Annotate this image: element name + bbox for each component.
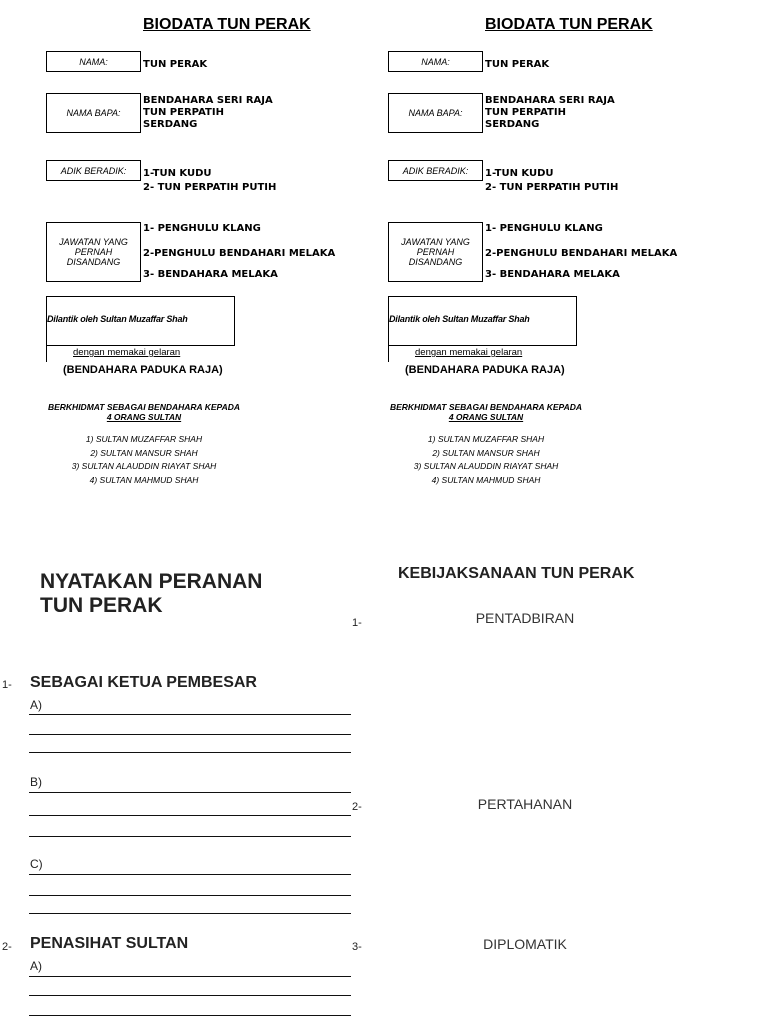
- nama-value: TUN PERAK: [485, 59, 550, 70]
- list-item: 4) SULTAN MAHMUD SHAH: [89, 474, 199, 485]
- jawatan-value-1: 1- PENGHULU KLANG: [143, 223, 261, 234]
- jawatan-value-1: 1- PENGHULU KLANG: [485, 223, 603, 234]
- peranan-title-line-1: NYATAKAN PERANAN: [40, 570, 263, 593]
- nama-label: NAMA:: [46, 51, 141, 72]
- list-item: 2) SULTAN MANSUR SHAH: [432, 447, 540, 458]
- adik-label: ADIK BERADIK:: [46, 160, 141, 181]
- policy-item: PERTAHANAN: [477, 796, 573, 812]
- jawatan-value-2: 2-PENGHULU BENDAHARI MELAKA: [485, 248, 678, 259]
- peranan-title-line-2: TUN PERAK: [40, 594, 163, 617]
- list-item: 3) SULTAN ALAUDDIN RIAYAT SHAH: [413, 461, 559, 471]
- connector-line: [388, 346, 389, 362]
- berkhidmat-line-1: BERKHIDMAT SEBAGAI BENDAHARA KEPADA: [47, 402, 241, 412]
- jawatan-label: [46, 222, 141, 282]
- peranan-title: [40, 570, 262, 618]
- bapa-value-2: TUN PERPATIH: [143, 107, 224, 118]
- sultan-list: [46, 433, 242, 487]
- bendahara-title: (BENDAHARA PADUKA RAJA): [63, 364, 223, 376]
- jawatan-value-3: 3- BENDAHARA MELAKA: [485, 269, 620, 280]
- jawatan-label-line-2: PERNAH DISANDANG: [66, 247, 121, 267]
- item-number: 1-: [352, 617, 362, 629]
- bapa-label: NAMA BAPA:: [388, 93, 483, 133]
- item-number: 1-: [2, 679, 12, 691]
- answer-line[interactable]: [29, 836, 351, 837]
- answer-line[interactable]: [29, 714, 351, 715]
- answer-line[interactable]: [29, 734, 351, 735]
- adik-label: ADIK BERADIK:: [388, 160, 483, 181]
- answer-line[interactable]: [29, 752, 351, 753]
- jawatan-value-3: 3- BENDAHARA MELAKA: [143, 269, 278, 280]
- answer-label: A): [30, 959, 42, 973]
- berkhidmat-line-2: 4 ORANG SULTAN: [448, 412, 524, 422]
- bapa-label: NAMA BAPA:: [46, 93, 141, 133]
- list-item: 4) SULTAN MAHMUD SHAH: [431, 474, 541, 485]
- item-number: 2-: [2, 941, 12, 953]
- answer-label: B): [30, 775, 42, 789]
- list-item: 2) SULTAN MANSUR SHAH: [90, 447, 198, 458]
- adik-value-1: 1-TUN KUDU: [143, 168, 212, 179]
- answer-label: C): [30, 857, 43, 871]
- nama-label: NAMA:: [388, 51, 483, 72]
- berkhidmat-line-1: BERKHIDMAT SEBAGAI BENDAHARA KEPADA: [389, 402, 583, 412]
- dilantik-text: Dilantik oleh Sultan Muzaffar Shah: [389, 314, 530, 324]
- biodata-title: BIODATA TUN PERAK: [143, 16, 311, 33]
- dilantik-text: Dilantik oleh Sultan Muzaffar Shah: [47, 314, 188, 324]
- answer-line[interactable]: [29, 792, 351, 793]
- list-item: 1) SULTAN MUZAFFAR SHAH: [427, 434, 545, 444]
- policy-item: DIPLOMATIK: [483, 936, 567, 952]
- berkhidmat: [388, 402, 584, 422]
- jawatan-label-line-1: JAWATAN YANG: [59, 237, 128, 247]
- list-item: 3) SULTAN ALAUDDIN RIAYAT SHAH: [71, 461, 217, 471]
- jawatan-label: [388, 222, 483, 282]
- item-title: PENASIHAT SULTAN: [30, 935, 189, 952]
- answer-line[interactable]: [29, 913, 351, 914]
- adik-value-2: 2- TUN PERPATIH PUTIH: [143, 182, 277, 193]
- jawatan-label-line-1: JAWATAN YANG: [401, 237, 470, 247]
- bapa-value-2: TUN PERPATIH: [485, 107, 566, 118]
- bapa-value-3: SERDANG: [485, 119, 540, 130]
- connector-line: [46, 346, 47, 362]
- item-number: 2-: [352, 801, 362, 813]
- biodata-title: BIODATA TUN PERAK: [485, 16, 653, 33]
- bapa-value-1: BENDAHARA SERI RAJA: [143, 95, 273, 106]
- nama-value: TUN PERAK: [143, 59, 208, 70]
- bapa-value-1: BENDAHARA SERI RAJA: [485, 95, 615, 106]
- berkhidmat: [46, 402, 242, 422]
- sultan-list: [388, 433, 584, 487]
- answer-line[interactable]: [29, 815, 351, 816]
- policy-item: PENTADBIRAN: [475, 610, 575, 626]
- item-title: SEBAGAI KETUA PEMBESAR: [30, 674, 257, 691]
- bendahara-title: (BENDAHARA PADUKA RAJA): [405, 364, 565, 376]
- gelaran-text: dengan memakai gelaran: [415, 347, 523, 358]
- answer-line[interactable]: [29, 995, 351, 996]
- kebijaksanaan-title: KEBIJAKSANAAN TUN PERAK: [398, 565, 635, 582]
- bapa-value-3: SERDANG: [143, 119, 198, 130]
- answer-line[interactable]: [29, 895, 351, 896]
- jawatan-value-2: 2-PENGHULU BENDAHARI MELAKA: [143, 248, 336, 259]
- answer-line[interactable]: [29, 874, 351, 875]
- adik-value-2: 2- TUN PERPATIH PUTIH: [485, 182, 619, 193]
- answer-line[interactable]: [29, 976, 351, 977]
- berkhidmat-line-2: 4 ORANG SULTAN: [106, 412, 182, 422]
- item-number: 3-: [352, 941, 362, 953]
- answer-line[interactable]: [29, 1015, 351, 1016]
- list-item: 1) SULTAN MUZAFFAR SHAH: [85, 434, 203, 444]
- gelaran-text: dengan memakai gelaran: [73, 347, 181, 358]
- jawatan-label-line-2: PERNAH DISANDANG: [408, 247, 463, 267]
- answer-label: A): [30, 698, 42, 712]
- adik-value-1: 1-TUN KUDU: [485, 168, 554, 179]
